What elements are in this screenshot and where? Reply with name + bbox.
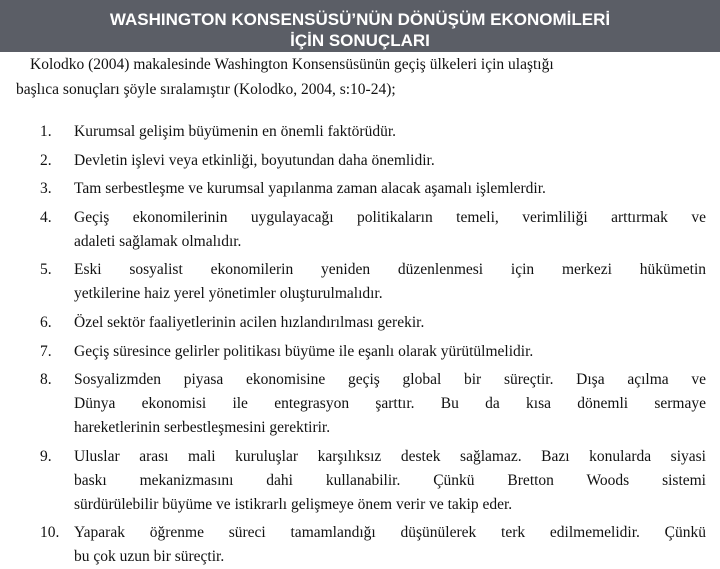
list-item-number: 4. [40, 208, 52, 226]
intro-paragraph [16, 52, 706, 102]
list-item-text: yetkilerine haiz yerel yönetimler oluşturulmalıdır. [74, 285, 383, 303]
list-item-text: Sosyalizmden piyasa ekonomisine geçiş global bir süreçtir. Dışa açılma ve [74, 371, 706, 389]
list-item-number: 6. [40, 314, 52, 331]
list-item-text: Özel sektör faaliyetlerinin acilen hızlandırılması gerekir. [74, 314, 425, 331]
list-item-text: Tam serbestleşme ve kurumsal yapılanma zaman alacak aşamalı işlemlerdir. [74, 180, 546, 198]
list-item-text: Dünya ekonomisi ile entegrasyon şarttır. Bu da kısa dönemli sermaye [74, 395, 706, 413]
list-item-text: Devletin işlevi veya etkinliği, boyutundan daha önemlidir. [74, 151, 435, 169]
list-item-number: 8. [40, 371, 52, 389]
intro-line-1: Kolodko (2004) makalesinde Washington Konsensüsünün geçiş ülkeleri için ulaştığı [30, 56, 554, 73]
list-item-text: Geçiş ekonomilerinin uygulayacağı politikaların temeli, verimliliği arttırmak ve [74, 208, 706, 226]
list-item-text: sürdürülebilir büyüme ve istikrarlı gelişmeye önem verir ve takip eder. [74, 495, 513, 513]
list-item-text: Eski sosyalist ekonomilerin yeniden düzenlenmesi için merkezi hükümetin [74, 261, 706, 279]
list-item-number: 1. [40, 123, 52, 140]
list-item-text: Yaparak öğrenme süreci tamamlandığı düşünülerek terk edilmemelidir. Çünkü [74, 524, 706, 542]
slide-title [0, 0, 720, 52]
list-item-number: 3. [40, 180, 52, 198]
list-item-text: Geçiş süresince gelirler politikası büyüme ile eşanlı olarak yürütülmelidir. [74, 342, 534, 360]
list-item-text: Kurumsal gelişim büyümenin en önemli faktörüdür. [74, 123, 397, 140]
list-item-text: adaleti sağlamak olmalıdır. [74, 232, 242, 250]
list-item-text: bu çok uzun bir süreçtir. [74, 548, 225, 566]
list-item-number: 7. [40, 342, 52, 360]
list-item-number: 9. [40, 447, 52, 465]
intro-line-2: başlıca sonuçları şöyle sıralamıştır (Kolodko, 2004, s:10-24); [16, 81, 396, 98]
list-item-text: baskı mekanizmasını dahi kullanabilir. Çünkü Bretton Woods sistemi [74, 471, 706, 489]
slide-title-line-1: WASHINGTON KONSENSÜSÜ’NÜN DÖNÜŞÜM EKONOMİLERİ [109, 10, 611, 29]
list-item-number: 5. [40, 261, 52, 279]
list-item-text: hareketlerinin serbestleşmesini gerektirir. [74, 419, 331, 437]
list-item-number: 10. [40, 524, 60, 542]
list-item-text: Uluslar arası mali kuruluşlar karşılıksız destek sağlamaz. Bazı konularda siyasi [74, 447, 706, 465]
slide-title-line-2: İÇİN SONUÇLARI [290, 31, 430, 50]
list-item-number: 2. [40, 151, 52, 169]
